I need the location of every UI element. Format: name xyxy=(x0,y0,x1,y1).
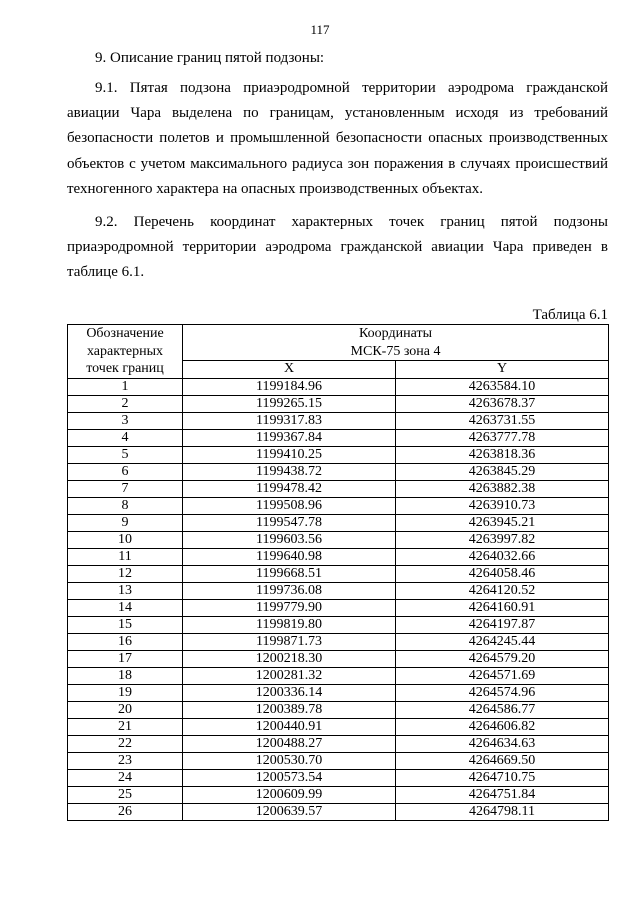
cell-point-number: 7 xyxy=(68,480,183,497)
cell-y: 4264586.77 xyxy=(396,701,609,718)
cell-x: 1200336.14 xyxy=(183,684,396,701)
header-col-x: X xyxy=(183,361,396,378)
cell-x: 1199547.78 xyxy=(183,514,396,531)
header-coordinates-line: Координаты xyxy=(359,326,432,341)
cell-point-number: 15 xyxy=(68,616,183,633)
header-coordinates xyxy=(183,325,609,361)
table-body xyxy=(68,378,609,820)
header-coordinates-line: МСК-75 зона 4 xyxy=(350,343,441,359)
cell-y: 4264574.96 xyxy=(396,684,609,701)
header-point-code xyxy=(68,325,183,379)
cell-x: 1200389.78 xyxy=(183,701,396,718)
table-row xyxy=(68,633,609,650)
cell-y: 4264710.75 xyxy=(396,769,609,786)
table-row xyxy=(68,735,609,752)
cell-y: 4263997.82 xyxy=(396,531,609,548)
table-row xyxy=(68,548,609,565)
cell-point-number: 12 xyxy=(68,565,183,582)
cell-y: 4264245.44 xyxy=(396,633,609,650)
table-row xyxy=(68,446,609,463)
table-row xyxy=(68,599,609,616)
table-row xyxy=(68,480,609,497)
cell-point-number: 19 xyxy=(68,684,183,701)
coordinates-table xyxy=(67,324,609,821)
cell-x: 1200639.57 xyxy=(183,803,396,820)
table-row xyxy=(68,616,609,633)
table-row xyxy=(68,565,609,582)
header-col-y: Y xyxy=(396,361,609,378)
table-row xyxy=(68,395,609,412)
cell-y: 4263945.21 xyxy=(396,514,609,531)
cell-y: 4264606.82 xyxy=(396,718,609,735)
table-row xyxy=(68,463,609,480)
table-row xyxy=(68,378,609,395)
cell-point-number: 2 xyxy=(68,395,183,412)
cell-point-number: 8 xyxy=(68,497,183,514)
cell-y: 4263731.55 xyxy=(396,412,609,429)
cell-x: 1199871.73 xyxy=(183,633,396,650)
cell-point-number: 9 xyxy=(68,514,183,531)
table-row xyxy=(68,412,609,429)
cell-point-number: 11 xyxy=(68,548,183,565)
cell-x: 1199603.56 xyxy=(183,531,396,548)
cell-point-number: 10 xyxy=(68,531,183,548)
cell-y: 4264798.11 xyxy=(396,803,609,820)
cell-point-number: 20 xyxy=(68,701,183,718)
cell-y: 4264197.87 xyxy=(396,616,609,633)
cell-y: 4264160.91 xyxy=(396,599,609,616)
cell-x: 1199265.15 xyxy=(183,395,396,412)
cell-y: 4264634.63 xyxy=(396,735,609,752)
cell-x: 1199317.83 xyxy=(183,412,396,429)
cell-x: 1199184.96 xyxy=(183,378,396,395)
cell-point-number: 22 xyxy=(68,735,183,752)
cell-y: 4263910.73 xyxy=(396,497,609,514)
table-row xyxy=(68,582,609,599)
table-row xyxy=(68,701,609,718)
cell-y: 4263818.36 xyxy=(396,446,609,463)
cell-y: 4263845.29 xyxy=(396,463,609,480)
cell-y: 4264120.52 xyxy=(396,582,609,599)
section-title: 9. Описание границ пятой подзоны: xyxy=(95,50,325,66)
cell-point-number: 18 xyxy=(68,667,183,684)
cell-x: 1199508.96 xyxy=(183,497,396,514)
cell-x: 1199779.90 xyxy=(183,599,396,616)
cell-x: 1200488.27 xyxy=(183,735,396,752)
table-row xyxy=(68,514,609,531)
cell-x: 1199736.08 xyxy=(183,582,396,599)
cell-x: 1199819.80 xyxy=(183,616,396,633)
cell-point-number: 26 xyxy=(68,803,183,820)
cell-x: 1200440.91 xyxy=(183,718,396,735)
header-point-code-line: Обозначение xyxy=(86,326,164,341)
cell-x: 1199410.25 xyxy=(183,446,396,463)
cell-y: 4264751.84 xyxy=(396,786,609,803)
cell-x: 1200609.99 xyxy=(183,786,396,803)
cell-x: 1199640.98 xyxy=(183,548,396,565)
table-row xyxy=(68,786,609,803)
cell-x: 1199438.72 xyxy=(183,463,396,480)
cell-point-number: 5 xyxy=(68,446,183,463)
cell-x: 1200218.30 xyxy=(183,650,396,667)
table-row xyxy=(68,769,609,786)
cell-y: 4263777.78 xyxy=(396,429,609,446)
cell-x: 1200573.54 xyxy=(183,769,396,786)
cell-point-number: 14 xyxy=(68,599,183,616)
table-row xyxy=(68,718,609,735)
page-number: 117 xyxy=(310,22,330,37)
table-row xyxy=(68,684,609,701)
cell-point-number: 17 xyxy=(68,650,183,667)
cell-point-number: 23 xyxy=(68,752,183,769)
cell-y: 4263678.37 xyxy=(396,395,609,412)
cell-y: 4263584.10 xyxy=(396,378,609,395)
cell-x: 1199367.84 xyxy=(183,429,396,446)
table-row xyxy=(68,752,609,769)
cell-point-number: 3 xyxy=(68,412,183,429)
cell-x: 1200281.32 xyxy=(183,667,396,684)
table-row xyxy=(68,803,609,820)
cell-point-number: 25 xyxy=(68,786,183,803)
cell-point-number: 6 xyxy=(68,463,183,480)
header-point-code-line: точек границ xyxy=(86,361,164,376)
cell-y: 4263882.38 xyxy=(396,480,609,497)
cell-x: 1200530.70 xyxy=(183,752,396,769)
cell-x: 1199478.42 xyxy=(183,480,396,497)
cell-y: 4264571.69 xyxy=(396,667,609,684)
table-row xyxy=(68,497,609,514)
cell-y: 4264058.46 xyxy=(396,565,609,582)
table-row xyxy=(68,429,609,446)
table-caption: Таблица 6.1 xyxy=(532,307,608,323)
paragraph-9-1: 9.1. Пятая подзона приаэродромной территории аэродрома гражданской авиации Чара выделена по границам, установленным исходя из требований безопасности полетов и промышленной безопасности опасных производственных объектов с учетом максимального радиуса зон поражения в случаях происшествий техногенного характера на опасных производственных объектах. xyxy=(67,80,608,197)
cell-x: 1199668.51 xyxy=(183,565,396,582)
cell-point-number: 13 xyxy=(68,582,183,599)
table-row xyxy=(68,650,609,667)
table-header-row xyxy=(68,325,609,361)
cell-point-number: 24 xyxy=(68,769,183,786)
table-row xyxy=(68,531,609,548)
cell-point-number: 4 xyxy=(68,429,183,446)
cell-y: 4264669.50 xyxy=(396,752,609,769)
cell-point-number: 1 xyxy=(68,378,183,395)
cell-point-number: 16 xyxy=(68,633,183,650)
cell-y: 4264579.20 xyxy=(396,650,609,667)
cell-y: 4264032.66 xyxy=(396,548,609,565)
header-point-code-line: характерных xyxy=(86,343,164,359)
paragraph-9-2: 9.2. Перечень координат характерных точек границ пятой подзоны приаэродромной территории аэродрома гражданской авиации Чара приведен в таблице 6.1. xyxy=(67,214,608,281)
table-row xyxy=(68,667,609,684)
cell-point-number: 21 xyxy=(68,718,183,735)
